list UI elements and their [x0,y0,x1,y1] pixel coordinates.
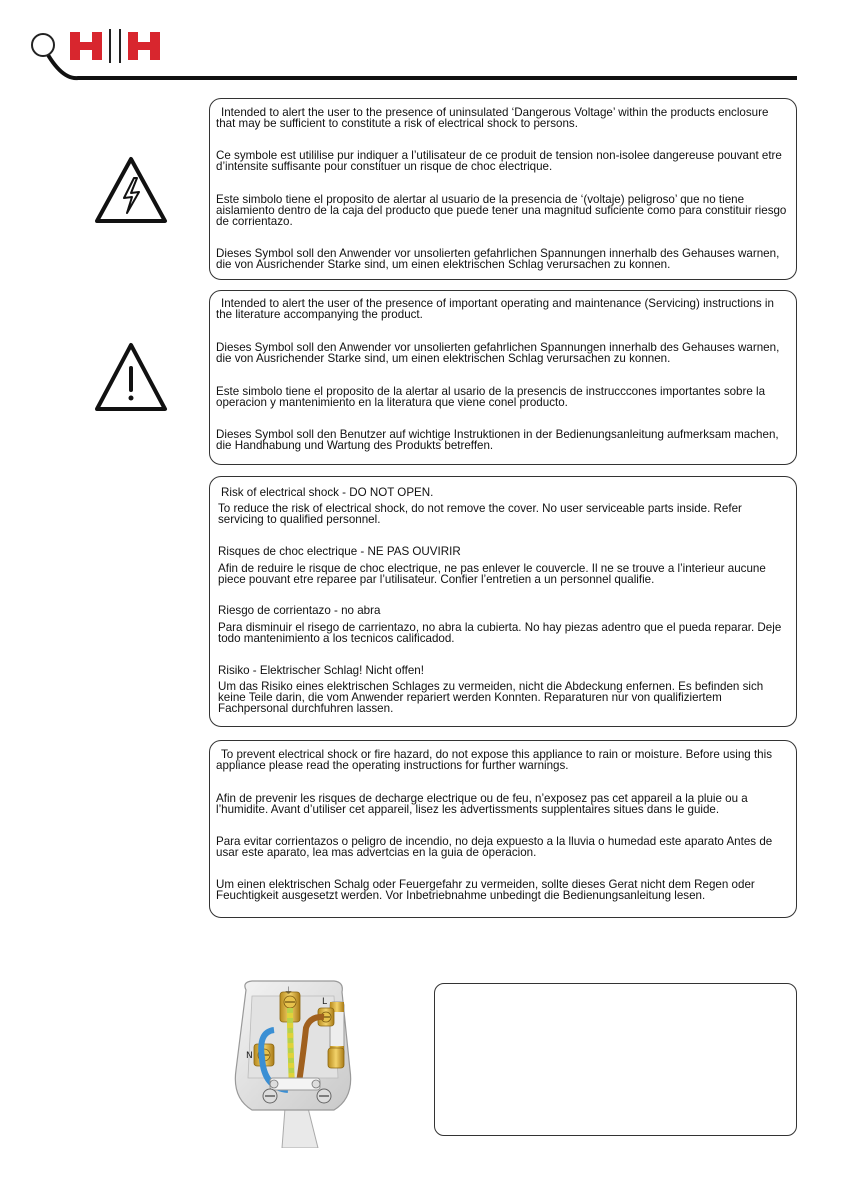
section-body-de: Um das Risiko eines elektrischen Schlages zu vermeiden, nicht die Abdeckung enfernen. Es befinden sich keine Teile darin, die vom Anwender repariert werden Konnten. Reparaturen nur von qualifiziertem Fachpersonal durchfuhren lassen. [218,680,764,715]
instructions-text-de-2: Dieses Symbol soll den Benutzer auf wichtige Instruktionen in der Bedienungsanleitung aufmerksam machen, die Handhabung und Wartung des Produkts betreffen. [216,428,779,452]
section-heading-de: Risiko - Elektrischer Schlag! Nicht offen! [218,664,424,677]
instructions-text-en: Intended to alert the user of the presence of important operating and maintenance (Servicing) instructions in the literature accompanying the product. [216,297,774,321]
warning-text-es: Este simbolo tiene el proposito de alertar al usuario de la presencia de ‘(voltaje) peligroso’ que no tiene aislamiento dentro de la caja del producto que puede tener una magnitud suficiente como para constituir riesgo de corrientazo. [216,193,787,228]
section-body-en: To reduce the risk of electrical shock, do not remove the cover. No user serviceable parts inside. Refer servicing to qualified personnel. [218,502,742,526]
neutral-label: N [246,1051,253,1061]
section-heading-en: Risk of electrical shock - DO NOT OPEN. [221,486,434,499]
warning-text-en: Intended to alert the user to the presence of uninsulated ‘Dangerous Voltage’ within the products enclosure that may be sufficient to constitute a risk of electrical shock to persons. [216,106,769,130]
warning-box-instructions [209,290,797,465]
earth-label: ⏚ [284,987,294,997]
header-circle [31,33,55,57]
section-body-es: Para disminuir el risego de carrientazo, no abra la cubierta. No hay piezas adentro que el pueda reparar. Deje todo mantenimiento a los tecnicos calificadod. [218,621,782,645]
section-heading-fr: Risques de choc electrique - NE PAS OUVIRIR [218,545,461,558]
moisture-text-es: Para evitar corrientazos o peligro de incendio, no deja expuesto a la lluvia o humedad este aparato Antes de usar este aparato, lea mas advertcias en la guia de operacion. [216,835,773,859]
instructions-text-de-1: Dieses Symbol soll den Anwender vor unsolierten gefahrlichen Spannungen innerhalb des Gehauses warnen, die von Ausrichender Starke sind, um einen elektrischen Schlag verursachen zu konnen. [216,341,780,365]
section-heading-es: Riesgo de corrientazo - no abra [218,604,381,617]
exclamation-triangle-icon [94,342,168,412]
section-body-fr: Afin de reduire le risque de choc electrique, ne pas enlever le couvercle. Il ne se trouve a l’interieur aucune piece pouvant etre reparee par l’utilisateur. Confier l’entretien a un personnel qualifie. [218,562,766,586]
moisture-text-de: Um einen elektrischen Schalg oder Feuergefahr zu vermeiden, sollte dieses Gerat nicht dem Regen oder Feuchtigkeit ausgesetzt werden. Vor Inbetriebnahme unbedingt die Bedienungsanleitung lesen. [216,878,755,902]
empty-info-box [434,983,797,1136]
warning-text-de: Dieses Symbol soll den Anwender vor unsolierten gefahrlichen Spannungen innerhalb des Gehauses warnen, die von Ausrichender Starke sind, um einen elektrischen Schlag verursachen zu konnen. [216,247,780,271]
electric-shock-triangle-icon [94,156,168,224]
warning-box-moisture [209,740,797,918]
instructions-text-es: Este simbolo tiene el proposito de la alertar al usario de la presencis de instrucccones importantes sobre la operacion y mantenimiento en la literatura que viene conel producto. [216,385,766,409]
warning-box-voltage [209,98,797,280]
warning-box-do-not-open [209,476,797,727]
live-label: L [322,997,328,1007]
hh-logo [70,29,160,63]
moisture-text-fr: Afin de prevenir les risques de decharge electrique ou de feu, n’exposez pas cet appareil a la pluie ou a l’humidite. Avant d’utiliser cet appareil, lisez les advertissments supplentaires situes dans le guide. [216,792,748,816]
uk-plug-wiring-icon [230,978,356,1148]
warning-text-fr: Ce symbole est utililise pur indiquer a l’utilisateur de ce produit de tension non-isolee dangereuse pouvant etre d’intensite suffisante pour constituer un risque de choc electrique. [216,149,782,173]
moisture-text-en: To prevent electrical shock or fire hazard, do not expose this appliance to rain or moisture. Before using this appliance please read the operating instructions for further warnings. [216,748,772,772]
